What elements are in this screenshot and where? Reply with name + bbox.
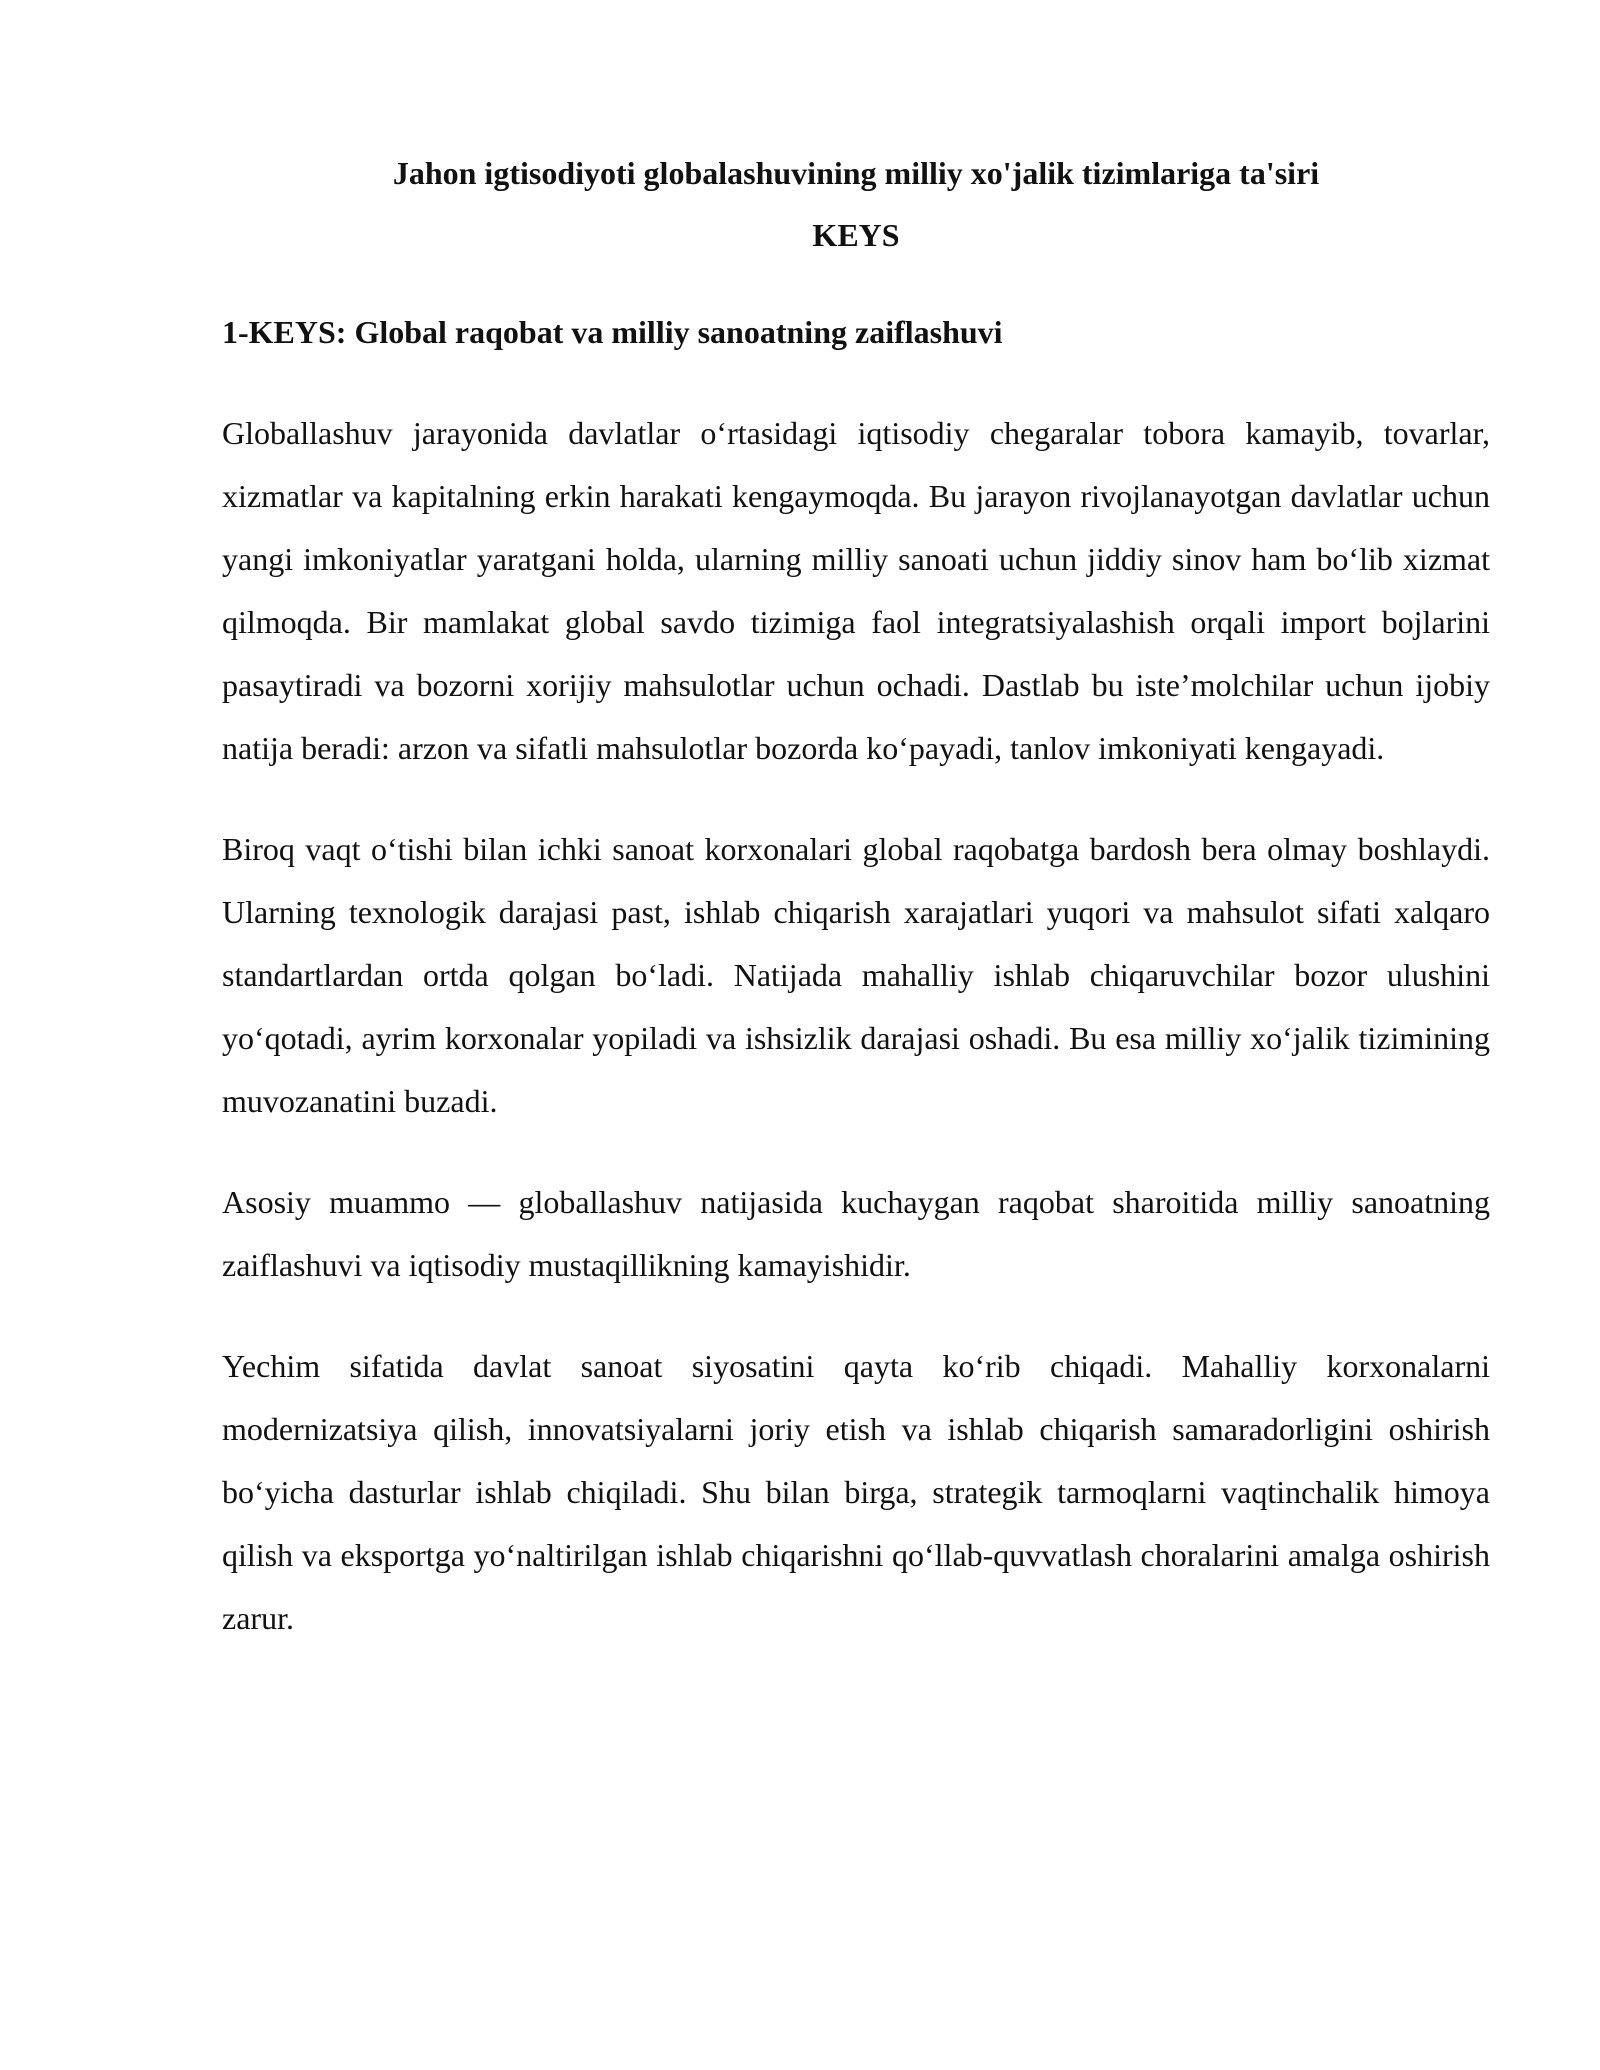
document-title: Jahon igtisodiyoti globalashuvining milliy xo'jalik tizimlariga ta'siri xyxy=(392,155,1320,191)
document-subtitle: KEYS xyxy=(812,217,900,253)
paragraph-4: Yechim sifatida davlat sanoat siyosatini qayta ko‘rib chiqadi. Mahalliy korxonalarni modernizatsiya qilish, innovatsiyalarni joriy etish va ishlab chiqarish samaradorligini oshirish bo‘yicha dasturlar ishlab chiqiladi. Shu bilan birga, strategik tarmoqlarni vaqtinchalik himoya qilish va eksportga yo‘naltirilgan ishlab chiqarishni qo‘llab-quvvatlash choralarini amalga oshirish zarur. xyxy=(222,1348,1490,1636)
paragraph-1: Globallashuv jarayonida davlatlar o‘rtasidagi iqtisodiy chegaralar tobora kamayib, tovarlar, xizmatlar va kapitalning erkin harakati kengaymoqda. Bu jarayon rivojlanayotgan davlatlar uchun yangi imkoniyatlar yaratgani holda, ularning milliy sanoati uchun jiddiy sinov ham bo‘lib xizmat qilmoqda. Bir mamlakat global savdo tizimiga faol integratsiyalashish orqali import bojlarini pasaytiradi va bozorni xorijiy mahsulotlar uchun ochadi. Dastlab bu iste’molchilar uchun ijobiy natija beradi: arzon va sifatli mahsulotlar bozorda ko‘payadi, tanlov imkoniyati kengayadi. xyxy=(222,415,1490,766)
section-heading: 1-KEYS: Global raqobat va milliy sanoatning zaiflashuvi xyxy=(222,314,1003,350)
paragraph-2: Biroq vaqt o‘tishi bilan ichki sanoat korxonalari global raqobatga bardosh bera olmay boshlaydi. Ularning texnologik darajasi past, ishlab chiqarish xarajatlari yuqori va mahsulot sifati xalqaro standartlardan ortda qolgan bo‘ladi. Natijada mahalliy ishlab chiqaruvchilar bozor ulushini yo‘qotadi, ayrim korxonalar yopiladi va ishsizlik darajasi oshadi. Bu esa milliy xo‘jalik tizimining muvozanatini buzadi. xyxy=(222,831,1490,1119)
document-page xyxy=(222,142,1490,1650)
paragraph-3: Asosiy muammo — globallashuv natijasida kuchaygan raqobat sharoitida milliy sanoatning zaiflashuvi va iqtisodiy mustaqillikning kamayishidir. xyxy=(222,1184,1490,1283)
